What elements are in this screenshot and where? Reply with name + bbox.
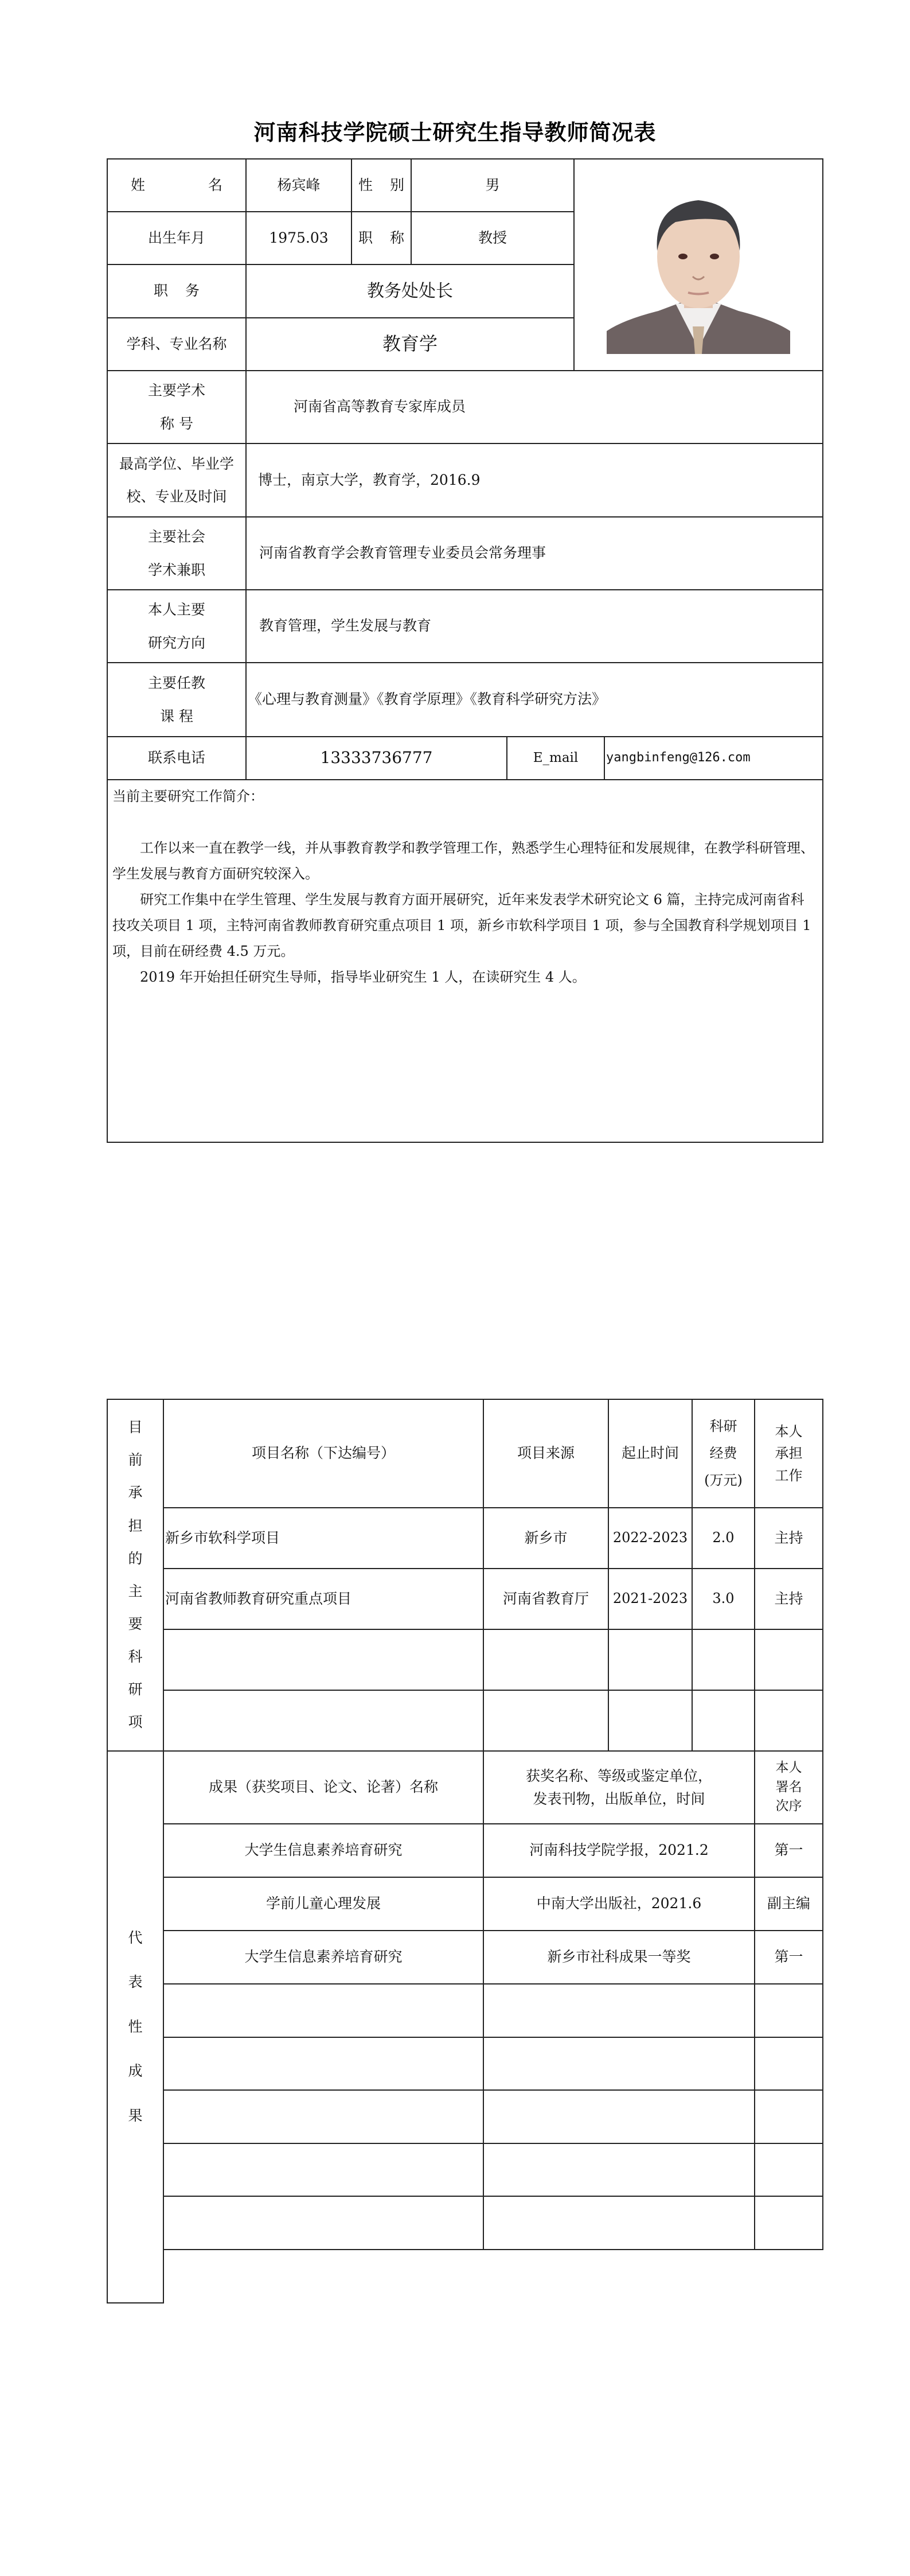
direction-cell: [245, 589, 823, 663]
project-role-header: [754, 1399, 823, 1508]
detail-header-line1: 获奖名称、等级或鉴定单位，: [525, 1767, 712, 1784]
courses-cell: [245, 662, 823, 737]
phone-label-cell: [107, 736, 247, 780]
project-role: 主持: [774, 1529, 803, 1546]
position-value: 教务处处长: [367, 281, 453, 301]
degree-label-line1: 最高学位、毕业学: [119, 455, 234, 472]
project-funding-cell: [692, 1507, 755, 1569]
social-label-line1: 主要社会: [147, 528, 205, 545]
birth-cell: [245, 211, 352, 265]
email-value: yangbinfeng@126.com: [606, 750, 751, 765]
discipline-label: 学科、专业名称: [126, 335, 227, 352]
project-name-cell: [163, 1690, 484, 1752]
project-funding-cell: [692, 1690, 755, 1752]
project-name-header-text: 项目名称（下达编号）: [251, 1445, 395, 1462]
position-cell: [245, 264, 575, 318]
role-header-line2: 承担: [775, 1445, 803, 1462]
social-label-cell: [107, 516, 247, 590]
achievement-name-cell: [163, 1930, 484, 1984]
achievement-order-cell: [754, 1877, 823, 1931]
project-name: 新乡市软科学项目: [165, 1529, 280, 1546]
achievement-detail-cell: [483, 1823, 755, 1878]
intro-paragraph: 工作以来一直在教学一线，并从事教育教学和教学管理工作，熟悉学生心理特征和发展规律，在教学科研管理、学生发展与教育方面研究较深入。: [112, 840, 814, 882]
funding-header-line1: 科研: [709, 1418, 737, 1435]
project-funding: 3.0: [712, 1590, 735, 1607]
funding-header-line3: (万元): [704, 1472, 743, 1488]
achievement-order-cell: [754, 1930, 823, 1984]
gender-label: 性别: [358, 176, 421, 193]
project-source: 新乡市: [524, 1529, 568, 1546]
honor-label-line1: 主要学术: [147, 382, 205, 399]
projects-side-label: [107, 1399, 164, 1752]
side-label-char: 担: [128, 1517, 143, 1534]
degree-label-line2: 校、专业及时间: [126, 488, 227, 505]
achievement-name: 大学生信息素养培育研究: [244, 1842, 403, 1859]
phone-value: 13333736777: [320, 748, 433, 768]
achievement-name-cell: [163, 1823, 484, 1878]
name-label: 姓名: [130, 176, 286, 193]
courses-value: 《心理与教育测量》《教育学原理》《教育科学研究方法》: [248, 691, 607, 708]
project-role-cell: [754, 1568, 823, 1630]
project-name-cell: [163, 1507, 484, 1569]
email-label: E_mail: [533, 750, 579, 765]
phone-label: 联系电话: [147, 749, 205, 766]
side-label-char: 目: [128, 1419, 143, 1436]
side-label-char: 科: [128, 1648, 143, 1665]
social-value: 河南省教育学会教育管理专业委员会常务理事: [259, 544, 546, 562]
side-label-char: 承: [128, 1484, 143, 1501]
project-period: 2021-2023: [612, 1590, 688, 1607]
courses-label-cell: [107, 662, 247, 737]
birth-value: 1975.03: [269, 229, 329, 246]
role-header-line3: 工作: [775, 1467, 803, 1484]
side-label-char: 主: [128, 1582, 143, 1600]
discipline-cell: [245, 317, 575, 371]
name-cell: [245, 158, 352, 212]
gender-value: 男: [485, 176, 500, 193]
achievement-order: 第一: [774, 1842, 803, 1859]
project-name-header: [163, 1399, 484, 1508]
achievement-detail-header: [483, 1750, 755, 1824]
achievement-order-cell: [754, 1823, 823, 1878]
project-period-cell: [608, 1629, 693, 1691]
project-name-cell: [163, 1568, 484, 1630]
page-title: 河南科技学院硕士研究生指导教师简况表: [253, 120, 657, 145]
achievement-detail: 河南科技学院学报，2021.2: [529, 1842, 709, 1859]
project-role-cell: [754, 1507, 823, 1569]
achievement-detail-cell: [483, 1930, 755, 1984]
project-name: 河南省教师教育研究重点项目: [165, 1590, 352, 1607]
phone-cell: [245, 736, 507, 780]
project-funding-cell: [692, 1629, 755, 1691]
project-source: 河南省教育厅: [502, 1590, 589, 1607]
project-period-cell: [608, 1690, 693, 1752]
achievement-detail-cell: [483, 1877, 755, 1931]
intro-paragraph: 2019 年开始担任研究生导师，指导毕业研究生 1 人，在读研究生 4 人。: [140, 969, 586, 985]
side-label-char: 的: [128, 1550, 143, 1567]
honor-cell: [245, 370, 823, 444]
honor-label-cell: [107, 370, 247, 444]
order-header-line3: 次序: [775, 1799, 802, 1814]
achievement-detail-cell: [483, 2089, 755, 2144]
achievement-order-cell: [754, 2196, 823, 2250]
discipline-label-cell: [107, 317, 247, 371]
achievement-name-cell: [163, 1983, 484, 2038]
direction-label-line1: 本人主要: [147, 601, 205, 618]
email-cell: [604, 736, 823, 780]
achievement-detail-cell: [483, 1983, 755, 2038]
project-funding-cell: [692, 1568, 755, 1630]
achievement-order-cell: [754, 2037, 823, 2091]
portrait-photo: [589, 176, 807, 354]
achievement-detail-cell: [483, 2037, 755, 2091]
social-label-line2: 学术兼职: [147, 561, 205, 578]
project-source-cell: [483, 1629, 609, 1691]
project-funding: 2.0: [712, 1530, 735, 1546]
birth-label: 出生年月: [147, 229, 205, 246]
direction-label-line2: 研究方向: [147, 634, 205, 651]
title-value: 教授: [478, 229, 507, 246]
project-period-header: [608, 1399, 693, 1508]
achievement-order-cell: [754, 2089, 823, 2144]
role-header-line1: 本人: [775, 1423, 803, 1439]
degree-cell: [245, 443, 823, 517]
side-label-char: 代: [128, 1929, 143, 1946]
side-label-char: 性: [128, 2018, 143, 2035]
social-cell: [245, 516, 823, 590]
achievement-name-header: [163, 1750, 484, 1824]
courses-label-line2: 课 程: [160, 707, 193, 725]
project-role: 主持: [774, 1590, 803, 1607]
achievement-order: 副主编: [767, 1895, 810, 1912]
achievement-detail-cell: [483, 2196, 755, 2250]
direction-label-cell: [107, 589, 247, 663]
degree-value: 博士，南京大学，教育学，2016.9: [258, 471, 481, 488]
courses-label-line1: 主要任教: [147, 675, 205, 691]
project-role-cell: [754, 1690, 823, 1752]
achievement-name-cell: [163, 2089, 484, 2144]
achievement-order-cell: [754, 2143, 823, 2197]
intro-paragraph: 研究工作集中在学生管理、学生发展与教育方面开展研究，近年来发表学术研究论文 6 篇，主持完成河南省科技攻关项目 1 项，主特河南省教师教育研究重点项目 1 项，新乡市软科学项目 1 项，参与全国教育科学规划项目 1 项，目前在研经费 4.5 万元。: [112, 892, 811, 959]
project-funding-header: [692, 1399, 755, 1508]
project-source-header: [483, 1399, 609, 1508]
direction-value: 教育管理，学生发展与教育: [259, 617, 432, 635]
achievement-order: 第一: [774, 1948, 803, 1966]
intro-heading: 当前主要研究工作简介：: [112, 788, 264, 804]
discipline-value: 教育学: [382, 333, 438, 355]
achievement-detail: 新乡市社科成果一等奖: [547, 1948, 691, 1966]
achievement-order-header: [754, 1750, 823, 1824]
name-label-cell: [107, 158, 286, 212]
project-period-cell: [608, 1568, 693, 1630]
position-label-cell: [107, 264, 247, 318]
gender-label-cell: [351, 158, 421, 212]
achievements-side-label: [107, 1750, 164, 2303]
side-label-char: 成: [128, 2063, 143, 2080]
achievement-detail: 中南大学出版社，2021.6: [536, 1895, 702, 1912]
project-period-cell: [608, 1507, 693, 1569]
side-label-char: 项: [128, 1714, 143, 1731]
project-period-header-text: 起止时间: [621, 1445, 679, 1462]
gender-cell: [411, 158, 575, 212]
achievement-name-cell: [163, 1877, 484, 1931]
project-source-cell: [483, 1568, 609, 1630]
title-label: 职称: [358, 229, 421, 246]
achievement-detail-cell: [483, 2143, 755, 2197]
project-period: 2022-2023: [612, 1530, 688, 1546]
side-label-char: 表: [128, 1974, 143, 1991]
funding-header-line2: 经费: [709, 1445, 737, 1462]
degree-label-cell: [107, 443, 247, 517]
name-value: 杨宾峰: [277, 176, 321, 193]
position-label: 职务: [153, 282, 217, 299]
achievement-name-cell: [163, 2196, 484, 2250]
achievement-order-cell: [754, 1983, 823, 2038]
title-cell: [411, 211, 575, 265]
project-role-cell: [754, 1629, 823, 1691]
achievement-name-cell: [163, 2037, 484, 2091]
order-header-line2: 署名: [775, 1779, 802, 1795]
title-label-cell: [351, 211, 421, 265]
photo-cell: [573, 158, 823, 371]
side-label-char: 研: [128, 1681, 143, 1698]
order-header-line1: 本人: [775, 1760, 802, 1776]
project-source-cell: [483, 1507, 609, 1569]
project-source-header-text: 项目来源: [517, 1445, 575, 1462]
research-intro: [107, 779, 823, 1143]
achievement-name: 学前儿童心理发展: [265, 1895, 381, 1912]
side-label-char: 果: [128, 2107, 143, 2124]
achievement-name: 大学生信息素养培育研究: [244, 1948, 403, 1966]
achievement-name-header-text: 成果（获奖项目、论文、论著）名称: [208, 1779, 438, 1796]
detail-header-line2: 发表刊物，出版单位，时间: [533, 1790, 705, 1807]
birth-label-cell: [107, 211, 247, 265]
achievement-name-cell: [163, 2143, 484, 2197]
side-label-char: 前: [128, 1452, 143, 1469]
project-source-cell: [483, 1690, 609, 1752]
honor-value: 河南省高等教育专家库成员: [294, 398, 466, 415]
honor-label-line2: 称 号: [160, 415, 193, 432]
project-name-cell: [163, 1629, 484, 1691]
email-label-cell: [506, 736, 605, 780]
side-label-char: 要: [128, 1615, 143, 1632]
